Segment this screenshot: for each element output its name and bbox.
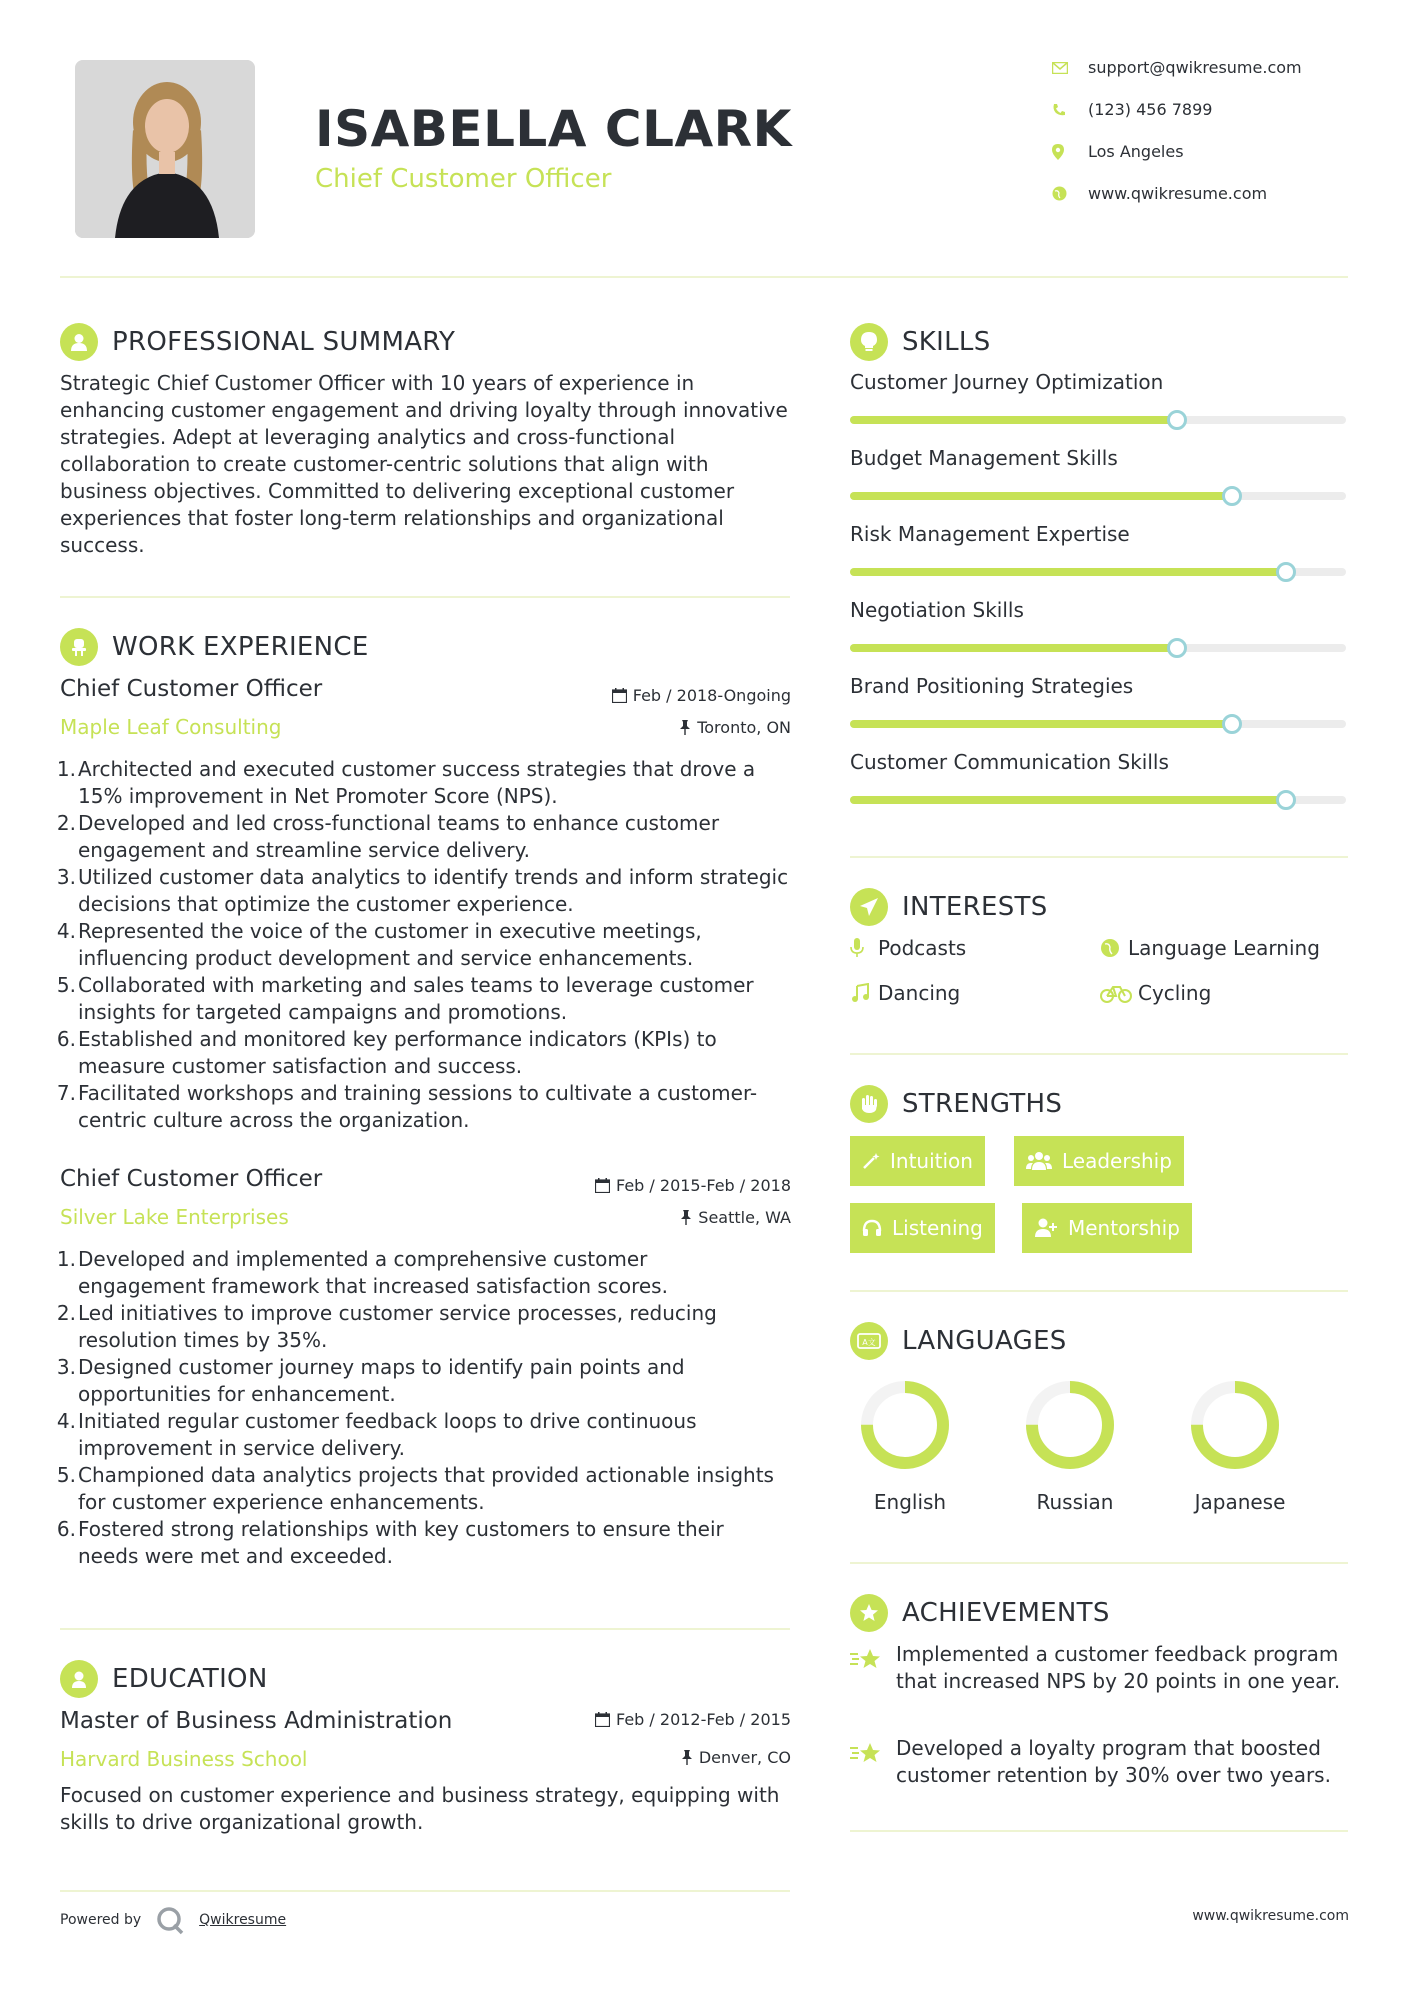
skill-bar [850,644,1346,652]
list-item: 5. Collaborated with marketing and sales teams to leverage customer insights for targeted campaigns and promotions. [56,973,754,1024]
skills-heading: SKILLS [850,323,991,361]
summary-divider [60,596,790,598]
list-item: 4. Represented the voice of the customer in executive meetings, influencing product development and service enhancements. [56,919,702,970]
profile-photo [75,60,255,238]
skill-bar [850,492,1346,500]
list-item: 6. Fostered strong relationships with key customers to ensure their needs were met and exceeded. [56,1517,724,1568]
lightbulb-icon [850,323,888,361]
microphone-icon [850,938,878,958]
skill-label: Budget Management Skills [850,446,1118,470]
paper-plane-icon [850,888,888,926]
job-dates: Feb / 2018-Ongoing [612,686,791,705]
magic-wand-icon [862,1152,880,1170]
summary-text: Strategic Chief Customer Officer with 10 years of experience in enhancing customer engagement and driving loyalty through innovative strategies. Adept at leveraging analytics and cross-functional collaboration to create customer-centric solutions that align with business objectives. Committed to delivering exceptional customer experiences that foster long-term relationships and organizational success. [60,371,788,557]
skill-bar-knob [1276,790,1296,810]
header-divider [60,276,1348,278]
languages-heading: A文 LANGUAGES [850,1322,1067,1360]
pushpin-icon [680,1210,692,1225]
hand-icon [850,1085,888,1123]
group-icon [1026,1151,1052,1171]
skill-bar-fill [850,568,1286,576]
list-item: 7. Facilitated workshops and training sessions to cultivate a customer-centric culture across the organization. [56,1081,758,1132]
interest-item: Podcasts [850,936,966,960]
skill-bar-fill [850,492,1232,500]
headphones-icon [862,1219,882,1237]
education-dates: Feb / 2012-Feb / 2015 [595,1710,791,1729]
strengths-divider [850,1290,1348,1292]
contact-phone[interactable] [1052,100,1352,119]
job-company: Silver Lake Enterprises [60,1205,289,1229]
list-item: 4. Initiated regular customer feedback loops to drive continuous improvement in service delivery. [56,1409,697,1460]
language-label: Russian [1036,1490,1114,1514]
calendar-icon [612,688,627,703]
list-item: 5. Championed data analytics projects that provided actionable insights for customer experience enhancements. [56,1463,774,1514]
skill-bar-fill [850,416,1177,424]
achievement-item: Implemented a customer feedback program that increased NPS by 20 points in one year. [896,1642,1341,1693]
footer-powered [60,1905,286,1935]
language-label: Japanese [1194,1490,1286,1514]
summary-heading: PROFESSIONAL SUMMARY [60,323,455,361]
skill-bar-knob [1276,562,1296,582]
skill-bar-fill [850,720,1232,728]
globe-icon [1052,186,1088,201]
job-location: Seattle, WA [680,1208,791,1227]
contact-website-text: www.qwikresume.com [1088,184,1268,203]
list-item: 6. Established and monitored key performance indicators (KPIs) to measure customer satisfaction and success. [56,1027,717,1078]
powered-by-text: Powered by [60,1912,142,1928]
list-item: 3. Designed customer journey maps to identify pain points and opportunities for enhancement. [56,1355,685,1406]
job-company: Maple Leaf Consulting [60,715,282,739]
contact-website[interactable] [1052,184,1352,203]
job-title: Chief Customer Officer [60,676,323,702]
job-location: Toronto, ON [679,718,791,737]
strengths-heading: STRENGTHS [850,1085,1062,1123]
music-note-icon [850,983,878,1003]
interest-item: Cycling [1100,981,1211,1005]
job-bullets [56,1246,780,1570]
education-text: Focused on customer experience and business strategy, equipping with skills to drive organizational growth. [60,1783,780,1834]
contact-location [1052,142,1352,161]
globe-icon [1100,938,1128,958]
skill-bar-knob [1167,638,1187,658]
list-item: 2. Led initiatives to improve customer service processes, reducing resolution times by 35%. [56,1301,717,1352]
language-label: English [873,1490,947,1514]
interest-item: Dancing [850,981,960,1005]
bicycle-icon [1100,983,1138,1003]
star-icon [850,1742,884,1770]
contact-email[interactable] [1052,58,1352,77]
pushpin-icon [681,1750,693,1765]
calendar-icon [595,1178,610,1193]
language-gauge [1023,1378,1117,1476]
strength-tag: Leadership [1014,1136,1184,1186]
education-school: Harvard Business School [60,1747,308,1771]
experience-divider [60,1628,790,1630]
qwikresume-logo-icon [155,1905,185,1935]
skill-bar [850,720,1346,728]
languages-divider [850,1562,1348,1564]
map-pin-icon [1052,144,1088,160]
skill-bar [850,796,1346,804]
education-divider [60,1890,790,1892]
job-title: Chief Customer Officer [60,1166,323,1192]
skill-label: Brand Positioning Strategies [850,674,1134,698]
pushpin-icon [679,720,691,735]
skill-bar-knob [1222,714,1242,734]
language-gauge [1188,1378,1282,1476]
skill-bar [850,568,1346,576]
experience-heading: WORK EXPERIENCE [60,628,369,666]
calendar-icon [595,1712,610,1727]
interest-item: Language Learning [1100,936,1320,960]
list-item: 1. Architected and executed customer success strategies that drove a 15% improvement in Net Promoter Score (NPS). [56,757,756,808]
graduate-icon [60,1660,98,1698]
user-icon [60,323,98,361]
user-plus-icon [1034,1218,1058,1238]
strength-tag: Mentorship [1022,1203,1192,1253]
job-dates: Feb / 2015-Feb / 2018 [595,1176,791,1195]
skill-label: Risk Management Expertise [850,522,1130,546]
language-gauge [858,1378,952,1476]
contact-location-text: Los Angeles [1088,142,1184,161]
interests-heading: INTERESTS [850,888,1048,926]
skill-bar-fill [850,796,1286,804]
list-item: 3. Utilized customer data analytics to identify trends and inform strategic decisions that optimize the customer experience. [56,865,789,916]
list-item: 1. Developed and implemented a comprehensive customer engagement framework that increased satisfaction scores. [56,1247,668,1298]
star-icon [850,1648,884,1676]
education-heading: EDUCATION [60,1660,268,1698]
skill-label: Negotiation Skills [850,598,1024,622]
skill-label: Customer Journey Optimization [850,370,1164,394]
skill-bar-knob [1167,410,1187,430]
star-badge-icon [850,1594,888,1632]
candidate-name: ISABELLA CLARK [315,100,792,158]
achievements-divider [850,1830,1348,1832]
svg-text:A文: A文 [862,1338,876,1347]
achievements-heading: ACHIEVEMENTS [850,1594,1110,1632]
skills-divider [850,856,1348,858]
strength-tag: Intuition [850,1136,985,1186]
list-item: 2. Developed and led cross-functional teams to enhance customer engagement and streamline service delivery. [56,811,720,862]
education-location: Denver, CO [681,1748,791,1767]
skill-bar-knob [1222,486,1242,506]
candidate-title: Chief Customer Officer [315,164,612,194]
achievement-item: Developed a loyalty program that boosted customer retention by 30% over two years. [896,1736,1331,1787]
job-bullets [56,756,800,1134]
language-icon [850,1322,888,1360]
contact-phone-text: (123) 456 7899 [1088,100,1213,119]
brand-link[interactable]: Qwikresume [199,1912,287,1928]
skill-bar [850,416,1346,424]
interests-divider [850,1053,1348,1055]
skill-bar-fill [850,644,1177,652]
strength-tag: Listening [850,1203,995,1253]
skill-label: Customer Communication Skills [850,750,1169,774]
education-degree: Master of Business Administration [60,1708,453,1734]
phone-icon [1052,103,1088,117]
contact-email-text: support@qwikresume.com [1088,58,1302,77]
envelope-icon [1052,62,1088,74]
footer-site-link[interactable]: www.qwikresume.com [1192,1908,1349,1924]
chair-icon [60,628,98,666]
